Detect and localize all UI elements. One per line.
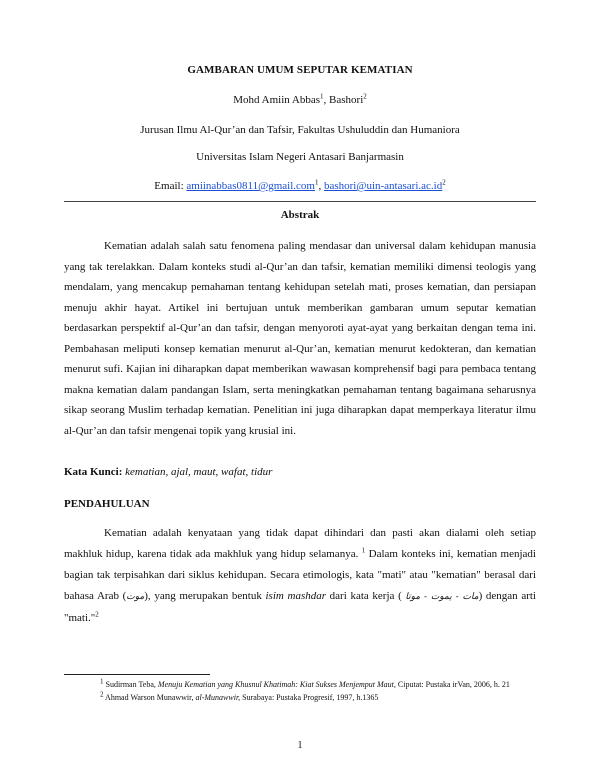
footnotes (64, 679, 536, 704)
footnote-1-number: 1 (100, 677, 104, 686)
footnote-2-publisher: Surabaya: Pustaka Progresif, 1997, h.1365 (240, 692, 379, 702)
footnote-ref-1[interactable]: 1 (361, 546, 366, 555)
university: Universitas Islam Negeri Antasari Banjarmasin (196, 151, 404, 163)
footnote-2-title: al-Munawwir, (195, 692, 241, 702)
footnote-1 (64, 679, 536, 692)
footnote-2-number: 2 (100, 689, 104, 698)
intro-text-4: dari kata kerja ( (326, 590, 406, 602)
author-2: Bashori (329, 94, 364, 106)
keywords-label: Kata Kunci: (64, 466, 126, 478)
author-1: Mohd Amiin Abbas (233, 94, 321, 106)
page-number: 1 (297, 740, 303, 751)
abstract-text: Kematian adalah salah satu fenomena paling mendasar dan universal dalam kehidupan manusia yang tak terelakkan. Dalam konteks studi al-Qur’an dan tafsir, kematian memiliki dimensi teologis yang mendalam, yang mencakup pemahaman tentang kehidupan setelah mati, proses kematian, dan persiapan menuju akhir hayat. Artikel ini bertujuan untuk memberikan gambaran umum seputar kematian berdasarkan perspektif al-Qur’an dan tafsir, dengan menyoroti ayat-ayat yang berkaitan dengan tema ini. Pembahasan meliputi konsep kematian menurut al-Qur’an, kematian menurut kedokteran, dan kematian menurut sufi. Kajian ini diharapkan dapat memberikan wawasan komprehensif bagi para pembaca tentang makna kematian dalam pandangan Islam, serta meningkatkan pemahaman tentang bagaimana seharusnya sikap seorang Muslim terhadap kematian. Penelitian ini juga diharapkan dapat memperkaya literatur ilmu al-Qur’an dan tafsir mengenai topik yang krusial ini. (64, 240, 536, 437)
footnote-ref-2[interactable]: 2 (95, 610, 99, 619)
email-label: Email: (154, 180, 187, 192)
paper-title: GAMBARAN UMUM SEPUTAR KEMATIAN (187, 64, 413, 76)
footnote-1-author: Sudirman Teba, (103, 680, 158, 689)
author-separator: , (323, 94, 330, 106)
email-1-marker: 1 (314, 178, 319, 187)
intro-text-1: Kematian adalah kenyataan yang tidak dapat dihindari dan pasti akan dialami oleh setiap makhluk hidup, karena tidak ada makhluk yang hidup selamanya. (64, 527, 536, 560)
footnote-1-publisher: Ciputat: Pustaka irVan, 2006, h. 21 (395, 680, 510, 689)
footnote-2-author: Ahmad Warson Munawwir, (103, 692, 196, 702)
abstract-heading: Abstrak (280, 209, 320, 221)
footnote-1-title: Menuju Kematian yang Khusnul Khatimah: Kiat Sukses Menjemput Maut, (157, 680, 396, 689)
keywords-list: kematian, ajal, maut, wafat, tidur (125, 466, 273, 478)
author-1-marker: 1 (320, 92, 324, 101)
author-line (0, 94, 600, 106)
intro-text-5: ) dengan arti "mati." (64, 590, 536, 624)
affiliation: Jurusan Ilmu Al-Qur’an dan Tafsir, Fakultas Ushuluddin dan Humaniora (140, 124, 460, 136)
intro-term: isim mashdar (265, 590, 327, 602)
footnote-2 (64, 689, 536, 705)
email-separator: , (318, 180, 324, 192)
email-link-2[interactable]: bashori@uin-antasari.ac.id (323, 180, 443, 192)
email-2-marker: 2 (442, 178, 446, 187)
author-2-marker: 2 (363, 92, 367, 101)
arabic-term-1: موت (126, 592, 145, 602)
intro-paragraph (64, 523, 536, 629)
section-heading: PENDAHULUAN (64, 498, 150, 510)
intro-text-2: Dalam konteks ini, kematian menjadi bagian tak terpisahkan dari siklus kehidupan. Secara etimologis, kata "mati" atau "kematian" berasal dari bahasa Arab ( (64, 548, 536, 602)
footnote-divider (64, 674, 210, 675)
email-link-1[interactable]: amiinabbas0811@gmail.com (186, 180, 315, 192)
intro-text-3: ), yang merupakan bentuk (144, 590, 266, 602)
email-line (0, 180, 600, 192)
arabic-term-2: مات - يموت - موتا (405, 592, 479, 602)
header-divider (64, 201, 536, 202)
keywords (64, 466, 536, 478)
